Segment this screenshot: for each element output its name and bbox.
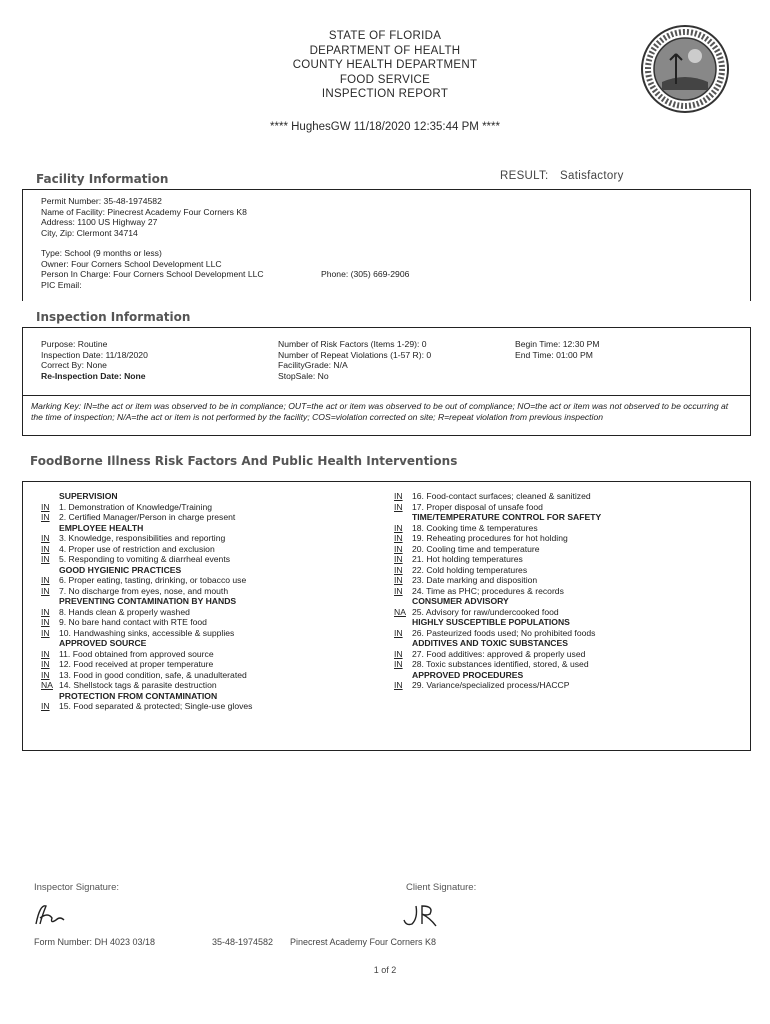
inspection-field: FacilityGrade: N/A [278,360,348,370]
page-number: 1 of 2 [373,965,397,975]
risk-item [394,649,601,660]
inspection-field: Begin Time: 12:30 PM [515,339,600,349]
risk-item-status: IN [41,701,50,711]
risk-item [394,586,601,597]
inspection-field: End Time: 01:00 PM [515,349,593,360]
risk-item [394,491,601,502]
risk-item-label: 7. No discharge from eyes, nose, and mouth [59,585,229,596]
inspection-field: Inspection Date: 11/18/2020 [41,349,148,360]
risk-item-status: NA [41,680,53,690]
risk-item-status: IN [394,533,403,543]
risk-item-status: NA [394,606,406,617]
risk-item-status: IN [41,585,50,596]
risk-item-label: 24. Time as PHC; procedures & records [412,585,564,596]
risk-category-heading: GOOD HYGIENIC PRACTICES [59,564,182,575]
risk-item [41,659,252,670]
risk-item-status: IN [394,575,403,585]
facility-line: Person In Charge: Four Corners School Development LLC Phone: (305) 669-2906 [41,269,410,279]
risk-item-label: 26. Pasteurized foods used; No prohibited foods [412,627,596,638]
risk-item [41,502,252,513]
inspector-signature-label: Inspector Signature: [34,882,120,893]
risk-item-label: 18. Cooking time & temperatures [412,522,538,533]
risk-item-status: IN [41,659,50,669]
risk-item [41,649,252,660]
risk-item [41,512,252,523]
result-label: RESULT: [500,170,549,182]
inspection-box [22,327,751,436]
risk-item-label: 19. Reheating procedures for hot holding [412,533,568,543]
risk-category-heading: APPROVED SOURCE [59,638,147,648]
header-line: DEPARTMENT OF HEALTH [309,44,461,57]
risk-item-label: 9. No bare hand contact with RTE food [59,617,207,627]
risk-category-heading: HIGHLY SUSCEPTIBLE POPULATIONS [412,617,570,627]
risk-item [41,701,252,712]
divider [23,395,750,396]
risk-category-heading: PREVENTING CONTAMINATION BY HANDS [59,596,237,606]
result-value: Satisfactory [560,170,624,182]
risk-item [41,617,252,628]
client-signature-label: Client Signature: [406,882,477,893]
risk-item-label: 27. Food additives: approved & properly used [412,648,586,659]
facility-line: Name of Facility: Pinecrest Academy Four Corners K8 [41,206,247,217]
facility-line: Type: School (9 months or less) [41,248,162,258]
risk-item-status: IN [41,575,50,585]
inspection-field: Number of Risk Factors (Items 1-29): 0 [278,339,427,349]
header-line: FOOD SERVICE [339,73,431,86]
inspection-field: StopSale: No [278,370,329,381]
risk-item-label: 12. Food received at proper temperature [59,659,214,669]
risk-item-status: IN [394,554,403,564]
state-seal-icon [640,24,730,114]
risk-item [394,523,601,534]
risk-item-label: 21. Hot holding temperatures [412,554,523,564]
facility-line: Permit Number: 35-48-1974582 [41,196,162,206]
footer-permit: 35-48-1974582 [212,937,274,947]
risk-item-label: 15. Food separated & protected; Single-use gloves [59,701,253,711]
risk-item-status: IN [394,585,403,596]
facility-box [22,189,751,301]
risk-item-status: IN [41,627,50,638]
risk-item-label: 1. Demonstration of Knowledge/Training [59,501,213,512]
risk-item [41,554,252,565]
risk-item-label: 14. Shellstock tags & parasite destruction [59,680,217,690]
marking-key: Marking Key: IN=the act or item was observed to be in compliance; OUT=the act or item was observed to be out of compliance; NO=the act or item was not observed to be occurring at the time of inspection; N/A=the act or item is not performed by the facility; COS=violation corrected on site; R=repeat violation from previous inspection [31,401,729,422]
facility-phone: Phone: (305) 669-2906 [321,269,410,279]
risk-item-status: IN [41,648,50,659]
risk-item-label: 22. Cold holding temperatures [412,564,528,575]
inspector-signature [30,900,80,930]
risk-item-status: IN [394,680,403,690]
risk-item [394,554,601,565]
header-line: STATE OF FLORIDA [328,30,442,42]
risk-item-label: 6. Proper eating, tasting, drinking, or tobacco use [59,575,247,585]
risk-item-status: IN [394,627,403,638]
risk-right-column [394,491,601,691]
risk-category-heading: PROTECTION FROM CONTAMINATION [59,690,218,701]
inspection-field: Re-Inspection Date: None [41,370,146,381]
risk-item-label: 17. Proper disposal of unsafe food [412,501,543,512]
risk-item-label: 13. Food in good condition, safe, & unadulterated [59,669,247,680]
inspection-field: Number of Repeat Violations (1-57 R): 0 [278,349,432,360]
risk-category-heading: CONSUMER ADVISORY [412,596,509,606]
risk-item-status: IN [394,491,403,501]
risk-item-label: 23. Date marking and disposition [412,575,538,585]
risk-item-status: IN [41,512,50,522]
risk-category-heading: APPROVED PROCEDURES [412,669,524,680]
risk-item [41,628,252,639]
facility-section-title: Facility Information [36,172,169,186]
risk-section-title: FoodBorne Illness Risk Factors And Public Health Interventions [30,454,458,468]
risk-item [41,533,252,544]
risk-box [22,481,751,751]
risk-item-label: 28. Toxic substances identified, stored, & used [412,659,589,669]
risk-item-label: 29. Variance/specialized process/HACCP [412,680,570,690]
risk-item-status: IN [41,617,50,627]
risk-item-label: 25. Advisory for raw/undercooked food [412,606,559,617]
risk-item-label: 2. Certified Manager/Person in charge present [59,512,236,522]
risk-item [394,533,601,544]
header-line: INSPECTION REPORT [321,88,449,100]
inspection-field: Purpose: Routine [41,339,108,349]
risk-category-heading: TIME/TEMPERATURE CONTROL FOR SAFETY [412,512,602,522]
risk-item-status: IN [394,659,403,669]
facility-line: Address: 1100 US Highway 27 [41,217,158,227]
risk-category-heading: ADDITIVES AND TOXIC SUBSTANCES [412,638,568,648]
risk-category-heading: EMPLOYEE HEALTH [59,522,144,533]
risk-item-status: IN [394,501,403,512]
risk-item [41,575,252,586]
facility-line: City, Zip: Clermont 34714 [41,227,138,238]
risk-item [41,544,252,555]
risk-item-label: 16. Food-contact surfaces; cleaned & sanitized [412,491,591,501]
risk-item-status: IN [394,522,403,533]
risk-item-label: 3. Knowledge, responsibilities and reporting [59,533,226,543]
risk-item-status: IN [394,543,403,554]
header-line: COUNTY HEALTH DEPARTMENT [292,59,478,71]
print-stamp: **** HughesGW 11/18/2020 12:35:44 PM **** [270,121,500,133]
risk-item [394,502,601,513]
risk-item-label: 5. Responding to vomiting & diarrheal events [59,554,231,564]
risk-item [41,680,252,691]
risk-item [41,586,252,597]
risk-item-label: 4. Proper use of restriction and exclusion [59,543,215,554]
inspection-field: Correct By: None [41,360,107,370]
risk-item [394,565,601,576]
risk-item-status: IN [394,564,403,575]
facility-line: Owner: Four Corners School Development LLC [41,258,222,269]
risk-item [394,575,601,586]
footer-facility: Pinecrest Academy Four Corners K8 [290,937,437,947]
risk-item-label: 8. Hands clean & properly washed [59,606,190,617]
risk-item-label: 20. Cooling time and temperature [412,543,540,554]
risk-item-status: IN [41,533,50,543]
risk-item [394,680,601,691]
risk-item [394,659,601,670]
risk-item-status: IN [41,669,50,680]
risk-item-status: IN [41,606,50,617]
risk-item-status: IN [41,554,50,564]
risk-item [394,607,601,618]
risk-item [394,544,601,555]
risk-item-label: 11. Food obtained from approved source [59,648,214,659]
client-signature [398,900,448,930]
risk-item-status: IN [394,648,403,659]
inspection-section-title: Inspection Information [36,310,191,324]
risk-item [41,607,252,618]
result-line [500,170,624,182]
risk-item-status: IN [41,543,50,554]
risk-left-column [41,491,252,712]
risk-item [41,670,252,681]
facility-line: PIC Email: [41,279,82,290]
risk-category-heading: SUPERVISION [59,491,118,501]
risk-item-label: 10. Handwashing sinks, accessible & supplies [59,627,235,638]
form-number: Form Number: DH 4023 03/18 [34,937,156,947]
risk-item-status: IN [41,501,50,512]
risk-item [394,628,601,639]
